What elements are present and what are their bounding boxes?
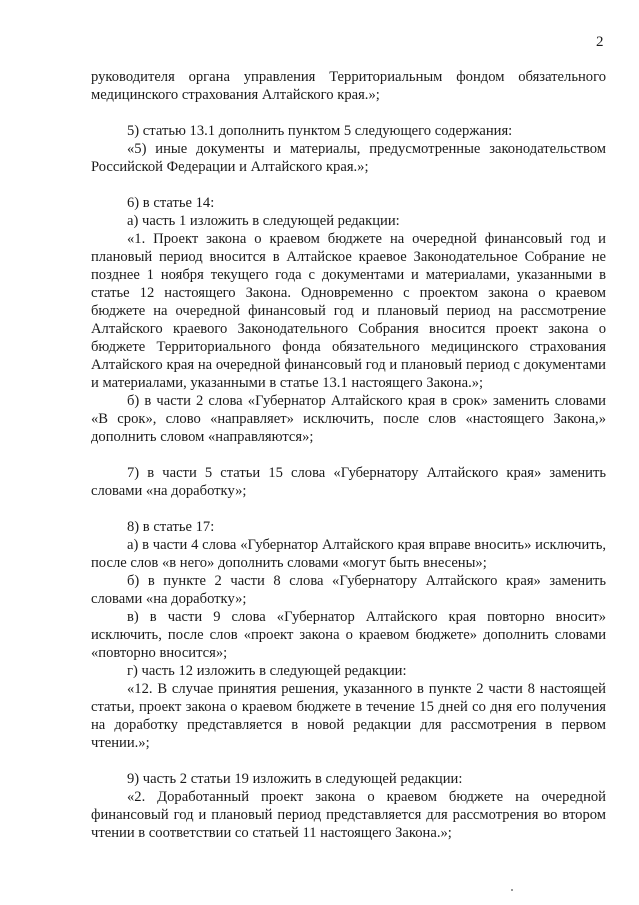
paragraph-item-8a: а) в части 4 слова «Губернатор Алтайского края вправе вносить» исключить, после слов «в него» дополнить словами «могут быть внесены»; (91, 537, 606, 571)
paragraph-item-5-text: «5) иные документы и материалы, предусмотренные законодательством Российской Федерации и Алтайского края.»; (91, 141, 606, 175)
paragraph-item-9-text: «2. Доработанный проект закона о краевом бюджете на очередной финансовый год и плановый период представляется для рассмотрения во втором чтении в соответствии со статьей 11 настоящего Закона.»; (91, 789, 606, 841)
paragraph-item-6a: а) часть 1 изложить в следующей редакции: (127, 213, 400, 229)
paragraph-item-6b: б) в части 2 слова «Губернатор Алтайского края в срок» заменить словами «В срок», слово «направляет» исключить, после слов «настоящего Закона,» дополнить словом «направляются»; (91, 393, 606, 445)
paragraph-item-8c: в) в части 9 слова «Губернатор Алтайского края повторно вносит» исключить, после слов «проект закона о краевом бюджете» дополнить словами «повторно вносится»; (91, 609, 606, 661)
paragraph-item-8b: б) в пункте 2 части 8 слова «Губернатору Алтайского края» заменить словами «на доработку»; (91, 573, 606, 607)
paragraph-item-5: 5) статью 13.1 дополнить пунктом 5 следующего содержания: (127, 123, 513, 139)
paragraph-item-7: 7) в части 5 статьи 15 слова «Губернатору Алтайского края» заменить словами «на доработку»; (91, 465, 606, 499)
paragraph-item-6: 6) в статье 14: (127, 195, 215, 211)
paragraph-item-8d-text: «12. В случае принятия решения, указанного в пункте 2 части 8 настоящей статьи, проект закона о краевом бюджете в течение 15 дней со дня его получения на доработку представляется в новой редакции для рассмотрения в первом чтении.»; (91, 681, 606, 751)
scan-speck (511, 889, 513, 891)
document-body (91, 68, 606, 842)
paragraph-item-8d: г) часть 12 изложить в следующей редакции: (127, 663, 407, 679)
paragraph-item-6a-text: «1. Проект закона о краевом бюджете на очередной финансовый год и плановый период вносится в Алтайское краевое Законодательное Собрание не позднее 1 ноября текущего года с документами и материалами, указанными в статье 12 настоящего Закона. Одновременно с проектом закона о краевом бюджете на очередной финансовый год и плановый период на рассмотрение Алтайского краевого Законодательного Собрания вносится проект закона о бюджете Территориального фонда обязательного медицинского страхования Алтайского края на очередной финансовый год и плановый период с документами и материалами, указанными в статье 13.1 настоящего Закона.»; (91, 231, 606, 391)
paragraph-item-8: 8) в статье 17: (127, 519, 215, 535)
paragraph-continuation: руководителя органа управления Территориальным фондом обязательного медицинского страхования Алтайского края.»; (91, 69, 606, 103)
paragraph-item-9: 9) часть 2 статьи 19 изложить в следующей редакции: (127, 771, 463, 787)
page-number: 2 (596, 34, 604, 50)
